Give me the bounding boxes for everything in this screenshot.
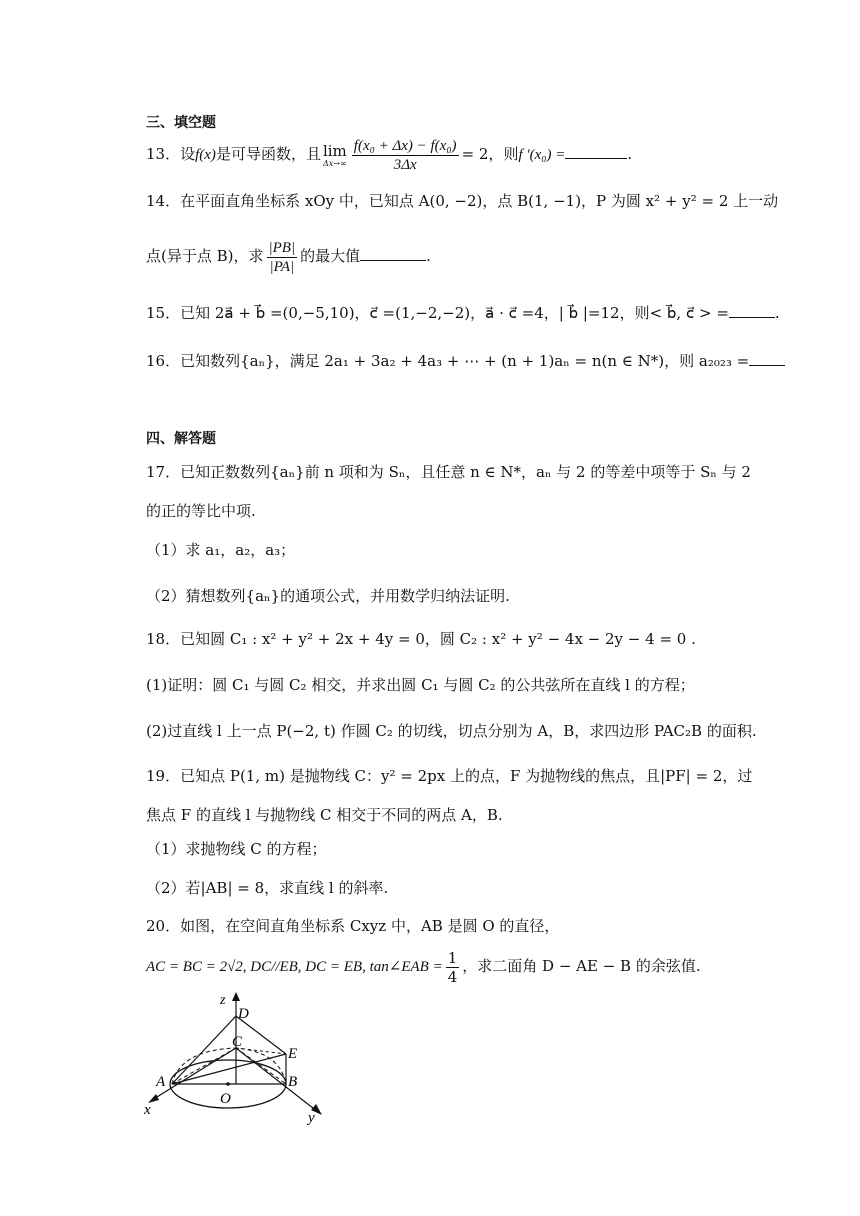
question-text: 已知圆 C₁ : x² + y² + 2x + 4y = 0，圆 C₂ : x² + y² − 4x − 2y − 4 = 0 . (180, 630, 696, 648)
segment-ae (172, 1054, 286, 1084)
question-text: 在平面直角坐标系 xOy 中，已知点 A(0, −2)，点 B(1, −1)，P 为圆 x² + y² = 2 上一动 (180, 192, 779, 210)
question-text: 已知 2a⃗ + b⃗ =(0,−5,10)，c⃗ =(1,−2,−2)，a⃗ · c⃗ =4，| b⃗ |=12，则< b⃗, c⃗ > = (180, 304, 729, 322)
question-text: 已知数列{aₙ}，满足 2a₁ + 3a₂ + 4a₃ + ⋯ + (n + 1)aₙ = n(n ∈ N*)，则 a₂₀₂₃ = (180, 352, 750, 370)
label-a: A (156, 1074, 166, 1090)
label-z: z (220, 993, 226, 1008)
question-13 (146, 136, 632, 174)
fraction-denominator: 3Δx (393, 156, 417, 173)
question-number: 16． (146, 352, 181, 370)
answer-blank (565, 144, 627, 159)
question-number: 13． (146, 145, 181, 163)
question-19-line-2: 焦点 F 的直线 l 与抛物线 C 相交于不同的两点 A，B. (146, 806, 503, 824)
question-text: 设 (180, 145, 196, 163)
fraction-numerator: |PB| (268, 239, 296, 256)
question-number: 14． (146, 192, 181, 210)
label-b: B (288, 1074, 298, 1090)
tan-fraction (446, 949, 460, 986)
section-heading-solutions: 四、解答题 (146, 431, 216, 447)
limit-fraction (352, 137, 459, 174)
y-axis (236, 1048, 318, 1112)
question-number: 15． (146, 304, 181, 322)
segment-ad (172, 1016, 236, 1084)
question-16 (146, 350, 785, 372)
question-text: 的最大值 (300, 247, 361, 265)
label-e: E (288, 1046, 298, 1062)
label-d: D (238, 1006, 249, 1022)
question-17-part-2: （2）猜想数列{aₙ}的通项公式，并用数学归纳法证明. (146, 587, 510, 605)
question-number: 20． (146, 917, 181, 935)
fraction-numerator: f(x₀ + Δx) − f(x₀) (353, 137, 457, 154)
label-x: x (144, 1102, 151, 1118)
ratio-fraction (267, 239, 298, 276)
section-heading-fill-in: 三、填空题 (146, 115, 216, 131)
geometry-figure (140, 986, 340, 1126)
question-20-line-2 (146, 946, 701, 987)
period: . (426, 247, 431, 265)
label-y: y (308, 1110, 315, 1126)
question-17-line-2: 的正的等比中项. (146, 502, 256, 520)
question-17-part-1: （1）求 a₁，a₂，a₃； (146, 541, 296, 559)
z-axis-arrow (232, 992, 240, 1001)
question-15 (146, 302, 780, 324)
answer-blank (729, 303, 775, 318)
question-19-line-1 (146, 765, 752, 787)
question-text: AC = BC = 2√2, DC//EB, DC = EB, tan∠EAB = (146, 959, 443, 975)
answer-blank (749, 351, 785, 366)
question-17-line-1 (146, 461, 751, 483)
question-18-line-1 (146, 628, 696, 650)
question-number: 17． (146, 463, 181, 481)
question-19-part-2: （2）若|AB| = 8，求直线 l 的斜率. (146, 879, 389, 897)
question-text: ，求二面角 D − AE − B 的余弦值. (462, 957, 701, 975)
period: . (627, 145, 633, 163)
limit-operator: lim Δx→∞ (322, 141, 347, 168)
fraction-numerator: 1 (447, 948, 458, 967)
period: . (774, 304, 780, 322)
answer-blank (360, 246, 426, 261)
question-text: 已知正数数列{aₙ}前 n 项和为 Sₙ，且任意 n ∈ N*，aₙ 与 2 的等差中项等于 Sₙ 与 2 (180, 463, 751, 481)
question-14-line-2 (146, 236, 431, 276)
question-text: 已知点 P(1, m) 是抛物线 C：y² = 2px 上的点，F 为抛物线的焦点，且|PF| = 2，过 (180, 767, 753, 785)
question-19-part-1: （1）求抛物线 C 的方程； (146, 840, 327, 858)
question-text: = 2，则 (461, 145, 519, 163)
derivative-expression: f ′(x₀) = (518, 147, 566, 163)
function-expression: f(x) (195, 147, 216, 163)
question-18-part-2: (2)过直线 l 上一点 P(−2, t) 作圆 C₂ 的切线，切点分别为 A，B，求四边形 PAC₂B 的面积. (146, 722, 757, 740)
label-o: O (220, 1091, 231, 1107)
question-text: 是可导函数，且 (215, 145, 321, 163)
question-18-part-1: (1)证明：圆 C₁ 与圆 C₂ 相交，并求出圆 C₁ 与圆 C₂ 的公共弦所在直线 l 的方程； (146, 676, 695, 694)
question-text: 点(异于点 B)，求 (146, 247, 264, 265)
point-o (226, 1082, 230, 1086)
fraction-denominator: 4 (447, 967, 458, 986)
question-14-line-1 (146, 190, 778, 212)
label-c: C (232, 1034, 243, 1050)
question-number: 18． (146, 630, 181, 648)
question-text: 如图，在空间直角坐标系 Cxyz 中，AB 是圆 O 的直径， (180, 917, 560, 935)
question-20-line-1 (146, 915, 559, 937)
fraction-denominator: |PA| (269, 258, 295, 275)
question-number: 19． (146, 767, 181, 785)
